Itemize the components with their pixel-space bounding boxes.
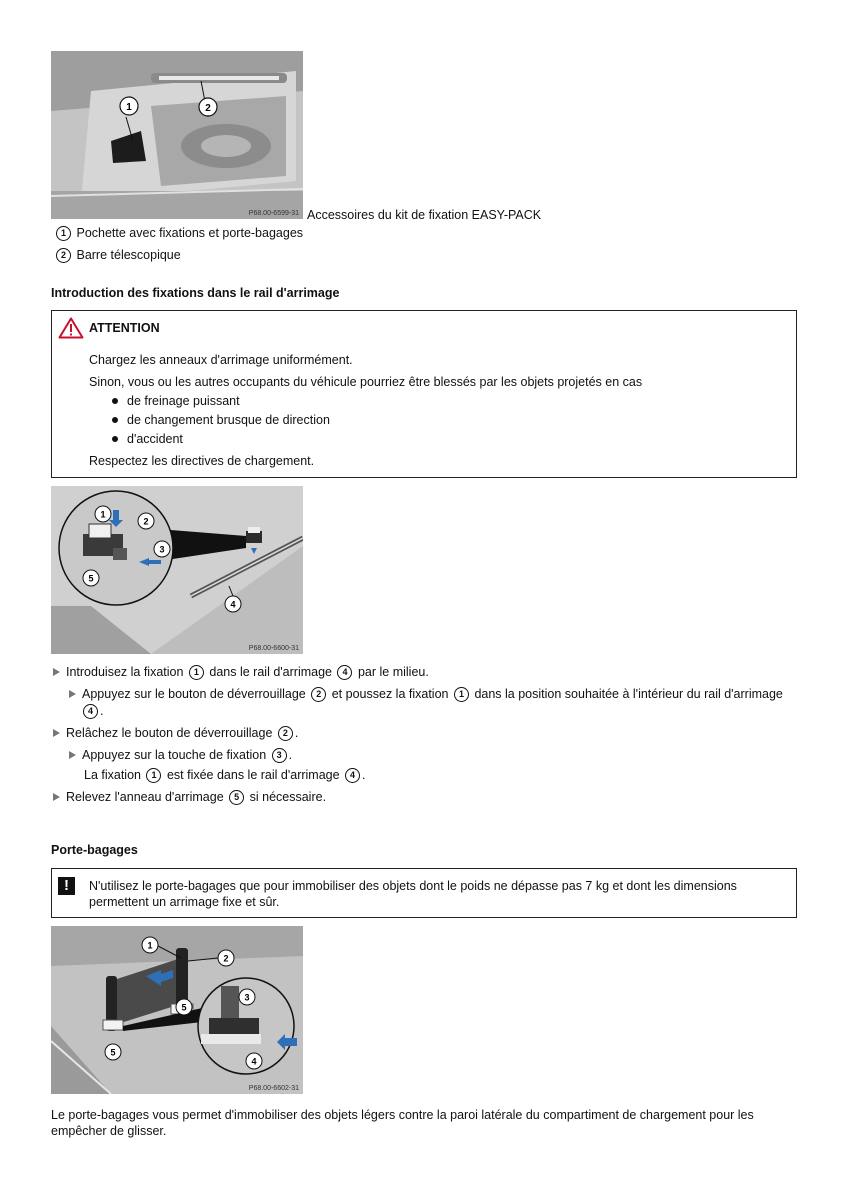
figure-3-photo (51, 926, 303, 1094)
legend-item (54, 248, 181, 263)
step-item: Relâchez le bouton de déverrouillage 2 . (53, 726, 298, 741)
callout-5: 5 (181, 1002, 187, 1013)
warning-title: ATTENTION (89, 321, 160, 335)
bullet-icon (112, 417, 118, 423)
warning-text: Chargez les anneaux d'arrimage uniformément. (89, 353, 353, 367)
callout-5: 5 (110, 1047, 116, 1058)
warning-triangle-icon (58, 317, 84, 339)
step-arrow-icon (53, 668, 60, 676)
bullet-icon (112, 398, 118, 404)
callout-5: 5 (88, 573, 94, 584)
callout-4: 4 (251, 1056, 257, 1067)
callout-2: 2 (205, 103, 211, 114)
figure-code: P68.00-6599-31 (248, 210, 299, 217)
callout-1: 1 (147, 940, 153, 951)
exclamation-icon: ! (58, 877, 75, 895)
step-arrow-icon (53, 793, 60, 801)
legend-text: Pochette avec fixations et porte-bagages (76, 226, 304, 240)
callout-3: 3 (244, 992, 250, 1003)
step-result: La fixation 1 est fixée dans le rail d'arrimage 4 . (84, 768, 366, 782)
number-icon: 1 (146, 768, 161, 783)
step-subitem: Appuyez sur le bouton de déverrouillage 2 et poussez la fixation 1 dans la position souhaitée à l'intérieur du rail d'arrimage (69, 687, 783, 702)
step-subitem-continued: 4 . (81, 704, 103, 719)
body-text: empêcher de glisser. (51, 1124, 167, 1138)
warning-bullet: de changement brusque de direction (112, 413, 330, 427)
figure-2-photo (51, 486, 303, 654)
step-arrow-icon (53, 729, 60, 737)
rail-fixation-illustration (51, 486, 303, 654)
warning-bullet: de freinage puissant (112, 394, 240, 408)
callout-2: 2 (223, 953, 229, 964)
number-icon: 1 (454, 687, 469, 702)
bullet-icon (112, 436, 118, 442)
warning-bullet: d'accident (112, 432, 183, 446)
number-icon: 4 (83, 704, 98, 719)
warning-box (51, 310, 797, 478)
number-icon: 2 (56, 248, 71, 263)
warning-text: Sinon, vous ou les autres occupants du véhicule pourriez être blessés par les objets projetés en cas (89, 375, 643, 389)
number-icon: 1 (56, 226, 71, 241)
step-arrow-icon (69, 751, 76, 759)
number-icon: 4 (345, 768, 360, 783)
number-icon: 2 (311, 687, 326, 702)
figure-1-caption: Accessoires du kit de fixation EASY-PACK (307, 208, 542, 222)
legend-text: Barre télescopique (76, 248, 181, 262)
callout-4: 4 (230, 599, 236, 610)
step-item: Introduisez la fixation 1 dans le rail d'arrimage 4 par le milieu. (53, 665, 429, 680)
callout-1: 1 (100, 509, 106, 520)
warning-text: Respectez les directives de chargement. (89, 454, 315, 468)
step-arrow-icon (69, 690, 76, 698)
trunk-accessories-illustration (51, 51, 303, 219)
figure-1-photo (51, 51, 303, 219)
figure-code: P68.00-6600-31 (248, 645, 299, 652)
figure-code: P68.00-6602-31 (248, 1085, 299, 1092)
number-icon: 2 (278, 726, 293, 741)
number-icon: 3 (272, 748, 287, 763)
legend-item (54, 226, 303, 241)
section-heading: Introduction des fixations dans le rail d'arrimage (51, 286, 340, 300)
callout-2: 2 (143, 516, 149, 527)
notice-box (51, 868, 797, 918)
step-subitem: Appuyez sur la touche de fixation 3 . (69, 748, 292, 763)
step-item: Relevez l'anneau d'arrimage 5 si nécessaire. (53, 790, 326, 805)
notice-text: permettent un arrimage fixe et sûr. (89, 895, 280, 909)
number-icon: 5 (229, 790, 244, 805)
callout-3: 3 (159, 544, 165, 555)
section-heading: Porte-bagages (51, 843, 138, 857)
number-icon: 4 (337, 665, 352, 680)
body-text: Le porte-bagages vous permet d'immobiliser des objets légers contre la paroi latérale du compartiment de chargement pour les (51, 1108, 754, 1122)
number-icon: 1 (189, 665, 204, 680)
notice-text: N'utilisez le porte-bagages que pour immobiliser des objets dont le poids ne dépasse pas 7 kg et dont les dimensions (89, 879, 737, 893)
callout-1: 1 (126, 102, 132, 113)
luggage-holder-illustration (51, 926, 303, 1094)
